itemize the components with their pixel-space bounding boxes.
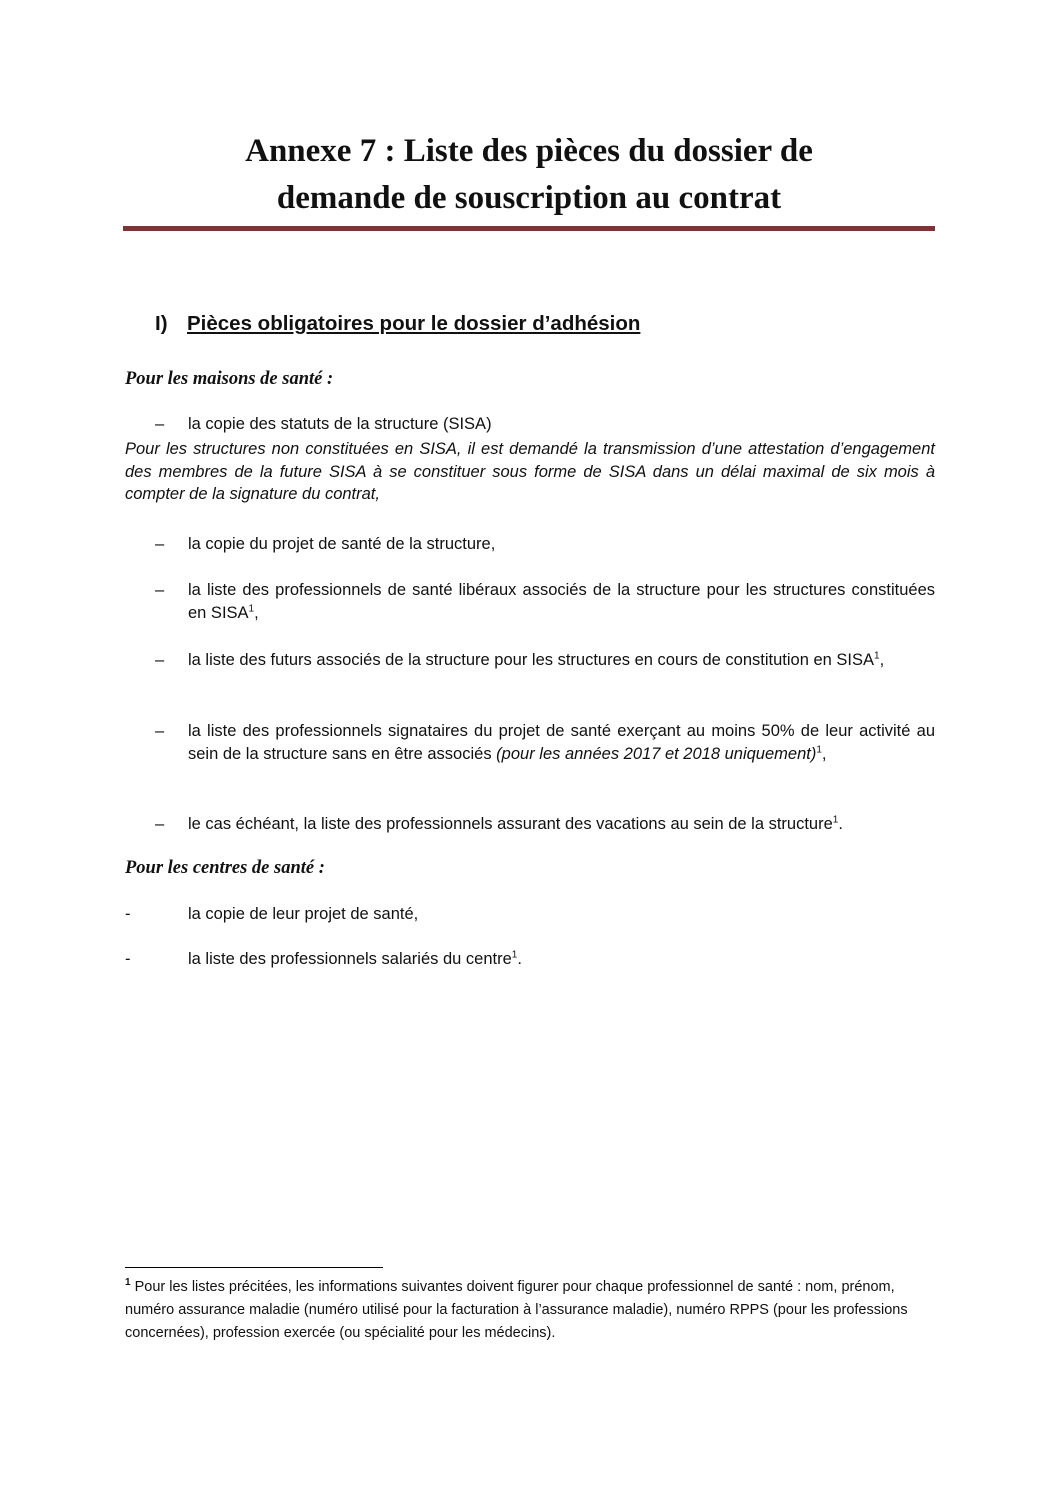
- list-item: – la liste des professionnels de santé libéraux associés de la structure pour les structures constituées en SISA$^1$,: [155, 581, 935, 622]
- title-underline-rule: [123, 226, 935, 231]
- list-item: [125, 903, 935, 926]
- centres-heading: Pour les centres de santé :: [125, 858, 325, 878]
- list-item-text: la liste des professionnels de santé libéraux associés de la structure pour les structures constituées en SISA: [188, 581, 935, 622]
- section-number: I): [155, 312, 168, 335]
- title-line-1: Annexe 7 : Liste des pièces du dossier de: [245, 133, 813, 169]
- section-heading: [155, 312, 640, 336]
- footnote-marker: 1: [125, 1277, 131, 1289]
- footnote-ref: 1: [874, 650, 880, 662]
- document-title: [120, 128, 938, 222]
- footnote-ref: 1: [248, 603, 255, 614]
- bullet-dash: –: [155, 535, 165, 553]
- bullet-dash: –: [155, 581, 165, 599]
- sisa-note: Pour les structures non constituées en SISA, il est demandé la transmission d’une attestation d’engagement des membres de la future SISA à se constituer sous forme de SISA dans un délai maximal de six mois à compter de la signature du contrat,: [125, 440, 935, 503]
- section-title: Pièces obligatoires pour le dossier d’adhésion: [187, 312, 641, 335]
- footnote-ref: 1: [816, 744, 822, 755]
- list-item: – la liste des futurs associés de la structure pour les structures en cours de constitution en SISA$^1$,: [155, 649, 935, 672]
- list-item-text: la copie du projet de santé de la structure,: [188, 535, 496, 553]
- list-item-text: le cas échéant, la liste des professionnels assurant des vacations au sein de la structure: [188, 815, 833, 833]
- list-item-statuts: [155, 413, 935, 436]
- bullet-dash: –: [155, 415, 165, 433]
- footnote-text: Pour les listes précitées, les informations suivantes doivent figurer pour chaque professionnel de santé : nom, prénom, numéro assurance maladie (numéro utilisé pour la facturation à l’assurance maladie), numéro RPPS (pour les professions concernées), profession exercée (ou spécialité pour les médecins).: [125, 1279, 908, 1341]
- bullet-hyphen: -: [125, 950, 131, 968]
- list-item: - la liste des professionnels salariés du centre$^1$.: [125, 948, 935, 971]
- footnote: [125, 1276, 937, 1344]
- bullet-dash: –: [155, 815, 165, 833]
- list-item-text: la liste des professionnels salariés du centre: [188, 950, 512, 968]
- list-item: [155, 533, 935, 556]
- footnote-separator: [125, 1267, 383, 1268]
- list-item: – le cas échéant, la liste des professionnels assurant des vacations au sein de la structure$^1$.: [155, 813, 935, 836]
- footnote-ref: 1: [832, 814, 839, 826]
- bullet-hyphen: -: [125, 905, 131, 923]
- title-line-2: demande de souscription au contrat: [276, 180, 782, 216]
- bullet-dash: –: [155, 651, 165, 669]
- list-item-text: la copie des statuts de la structure (SISA): [188, 415, 492, 433]
- footnote-ref: 1: [511, 949, 518, 961]
- bullet-dash: –: [155, 722, 165, 740]
- list-item-text: la copie de leur projet de santé,: [188, 905, 419, 923]
- list-item-italic: (pour les années 2017 et 2018 uniquement): [496, 744, 817, 763]
- list-item: – la liste des professionnels signataires du projet de santé exerçant au moins 50% de leur activité au sein de la structure sans en être associés (pour les années 2017 et 2018 uniquement)$^1$,: [155, 722, 935, 763]
- list-item-text: la liste des professionnels signataires du projet de santé exerçant au moins 50% de leur activité au sein de la structure sans en être associés: [188, 722, 935, 763]
- maisons-heading: Pour les maisons de santé :: [125, 369, 334, 389]
- list-item-text: la liste des futurs associés de la structure pour les structures en cours de constitution en SISA: [188, 651, 875, 669]
